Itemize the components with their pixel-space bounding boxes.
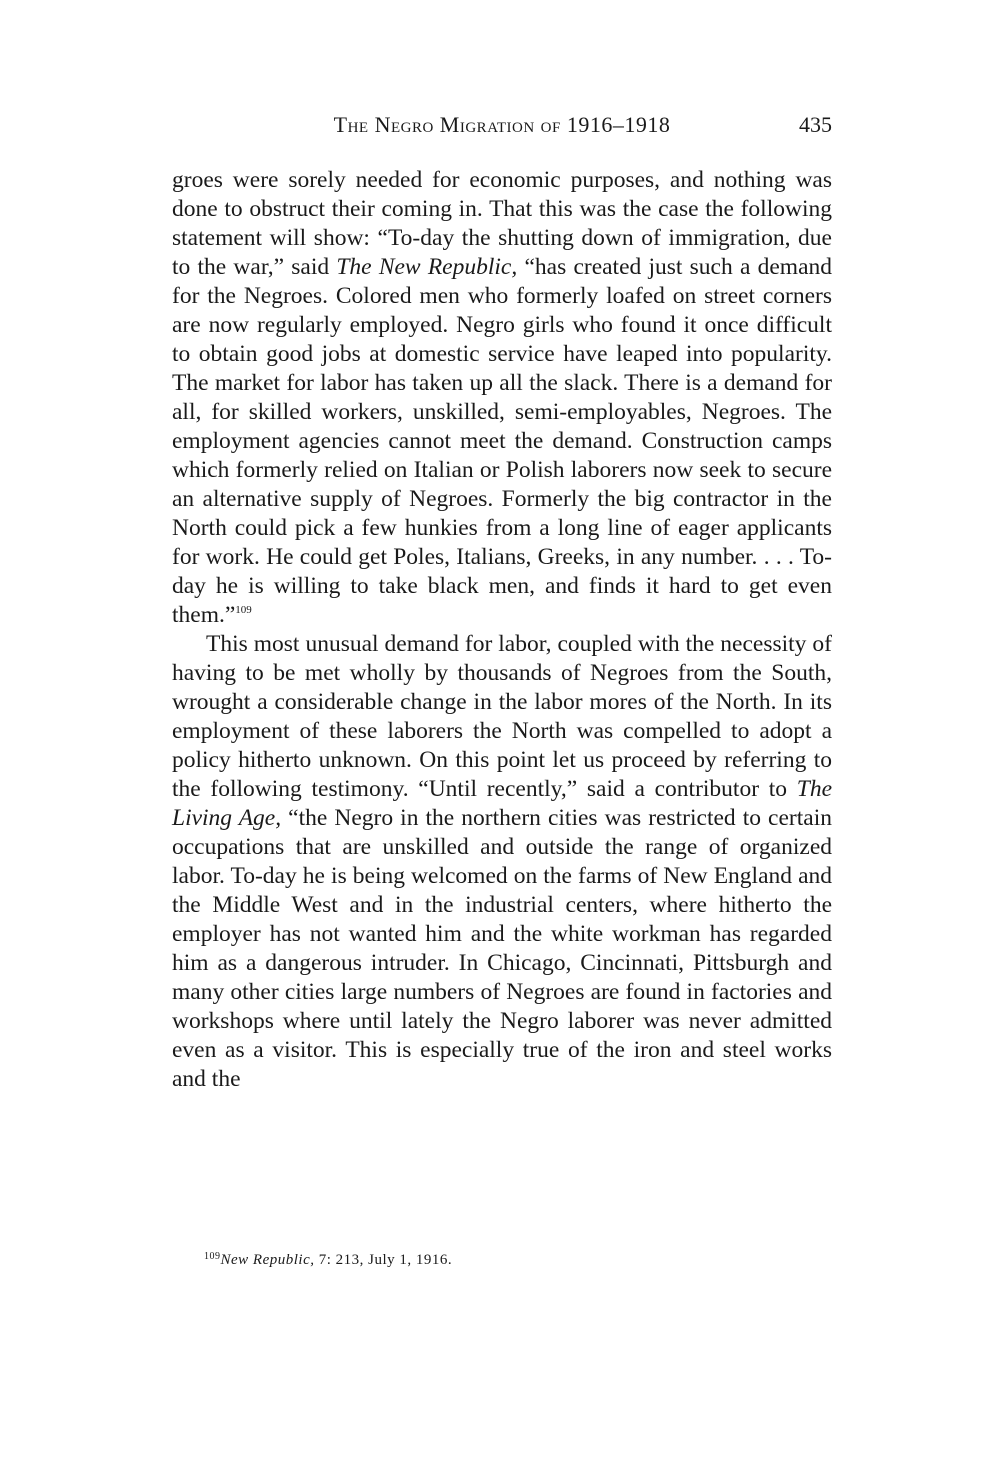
footnote-reference: 109 (235, 604, 252, 616)
paragraph-1-text-b: “has created just such a demand for the Negroes. Colored men who formerly loafed on street corners are now regularly employed. Negro girls who found it once difficult to obtain good jobs at domestic service have leaped into popularity. The market for labor has taken up all the slack. There is a demand for all, for skilled workers, unskilled, semi-employables, Negroes. The employment agencies cannot meet the demand. Construction camps which formerly relied on Italian or Polish laborers now seek to secure an alternative supply of Negroes. Formerly the big contractor in the North could pick a few hunkies from a long line of eager applicants for work. He could get Poles, Italians, Greeks, in any number. . . . To-day he is willing to take black men, and finds it hard to get even them.” (172, 254, 833, 628)
body-text (172, 166, 832, 1094)
publication-title-new-republic: The New Republic, (336, 254, 518, 280)
page-number: 435 (799, 112, 832, 137)
footnote-source: New Republic, (220, 1252, 315, 1268)
running-title: The Negro Migration of 1916–1918 (333, 112, 671, 137)
footnote-citation: 7: 213, July 1, 1916. (314, 1252, 453, 1268)
paragraph-1-text-a: groes were sorely needed for economic purposes, and nothing was done to obstruct their coming in. That this was the case the following statement will show: “To-day the shutting down of immigration, due to the war,” said (172, 167, 832, 280)
footnote-number: 109 (204, 1251, 221, 1262)
paragraph-2-text-b: “the Negro in the northern cities was restricted to certain occupations that are unskilled and outside the range of organized labor. To-day he is being welcomed on the farms of New England and the Middle West and in the industrial centers, where hitherto the employer has not wanted him and the white workman has regarded him as a dangerous intruder. In Chicago, Cincinnati, Pittsburgh and many other cities large numbers of Negroes are found in factories and workshops where until lately the Negro laborer was never admitted even as a visitor. This is especially true of the iron and steel works and the (172, 805, 832, 1092)
page-header (172, 112, 832, 148)
paragraph-2 (172, 630, 832, 1094)
paragraph-2-text-a: This most unusual demand for labor, coupled with the necessity of having to be met wholly by thousands of Negroes from the South, wrought a considerable change in the labor mores of the North. In its employment of these laborers the North was compelled to adopt a policy hitherto unknown. On this point let us proceed by referring to the following testimony. “Until recently,” said a contributor to (172, 631, 832, 802)
paragraph-1 (172, 166, 832, 630)
footnote (204, 1250, 824, 1270)
publication-title-living-age: The Living Age, (172, 776, 832, 831)
